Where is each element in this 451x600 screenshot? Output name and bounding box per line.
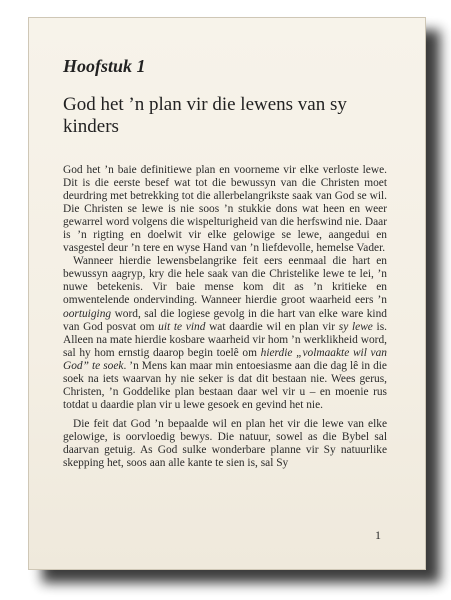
paragraph-2-part-c: word, sal die logiese gevolg in die hart van elke ware kind van God posvat om (63, 307, 387, 333)
paragraph-2-part-g: is. Alleen na mate hierdie kosbare waarheid vir hom ’n werklikheid word, sal hy hom ernstig daarop begin toelê om (63, 320, 387, 359)
page-number: 1 (375, 528, 381, 542)
paragraph-2 (63, 255, 387, 412)
body-text (63, 164, 387, 470)
emphasis-sy-lewe: sy lewe (338, 320, 373, 333)
paragraph-1: God het ’n baie definitiewe plan en voorneme vir elke verloste lewe. Dit is die eerste besef wat tot die bewussyn van die Christen moet deurdring met betrekking tot die allerbelangrikste saak van God se wil. Die Christen se lewe is nie soos ’n stukkie dons wat heen en weer gewarrel word volgens die wispelturigheid van die herfswind nie. Daar is ’n rigting en doelwit vir elke gelowige se lewe, aangedui en vasgestel deur ’n tere en wyse Hand van ’n liefdevolle, hemelse Vader. (63, 164, 387, 255)
emphasis-uit-te-vind: uit te vind (158, 320, 206, 333)
chapter-title: God het ’n plan vir die lewens van sy kinders (63, 94, 347, 137)
chapter-heading: Hoofstuk 1 (63, 56, 146, 76)
paragraph-2-part-e: wat daardie wil en plan vir (205, 320, 339, 333)
paragraph-3: Die feit dat God ’n bepaalde wil en plan het vir die lewe van elke gelowige, is oorvloedig bewys. Die natuur, sowel as die Bybel sal daarvan getuig. As God sulke wonderbare planne vir Sy natuurlike skepping het, soos aan alle kante te sien is, sal Sy (63, 417, 387, 470)
emphasis-volmaakte-wil: hierdie „volmaakte wil van God” te soek (63, 346, 387, 372)
paragraph-2-part-i: . ’n Mens kan maar min entoesiasme aan die dag lê in die soek na iets waarvan hy nie seker is dat dit bestaan nie. Wees gerus, Christen, ’n Goddelike plan bestaan daar wel vir u – en moenie rus totdat u daardie plan vir u lewe gesoek en gevind het nie. (63, 359, 387, 411)
emphasis-oortuiging: oortuiging (63, 307, 112, 320)
book-page (28, 17, 426, 570)
paragraph-2-part-a: Wanneer hierdie lewensbelangrike feit eers eenmaal die hart en bewussyn aagryp, kry die hele saak van die Christelike lewe te lei, ’n nuwe betekenis. Vir baie mense kom dit as ’n kritieke en omwentelende ondervinding. Wanneer hierdie groot waarheid eers ’n (63, 255, 387, 307)
